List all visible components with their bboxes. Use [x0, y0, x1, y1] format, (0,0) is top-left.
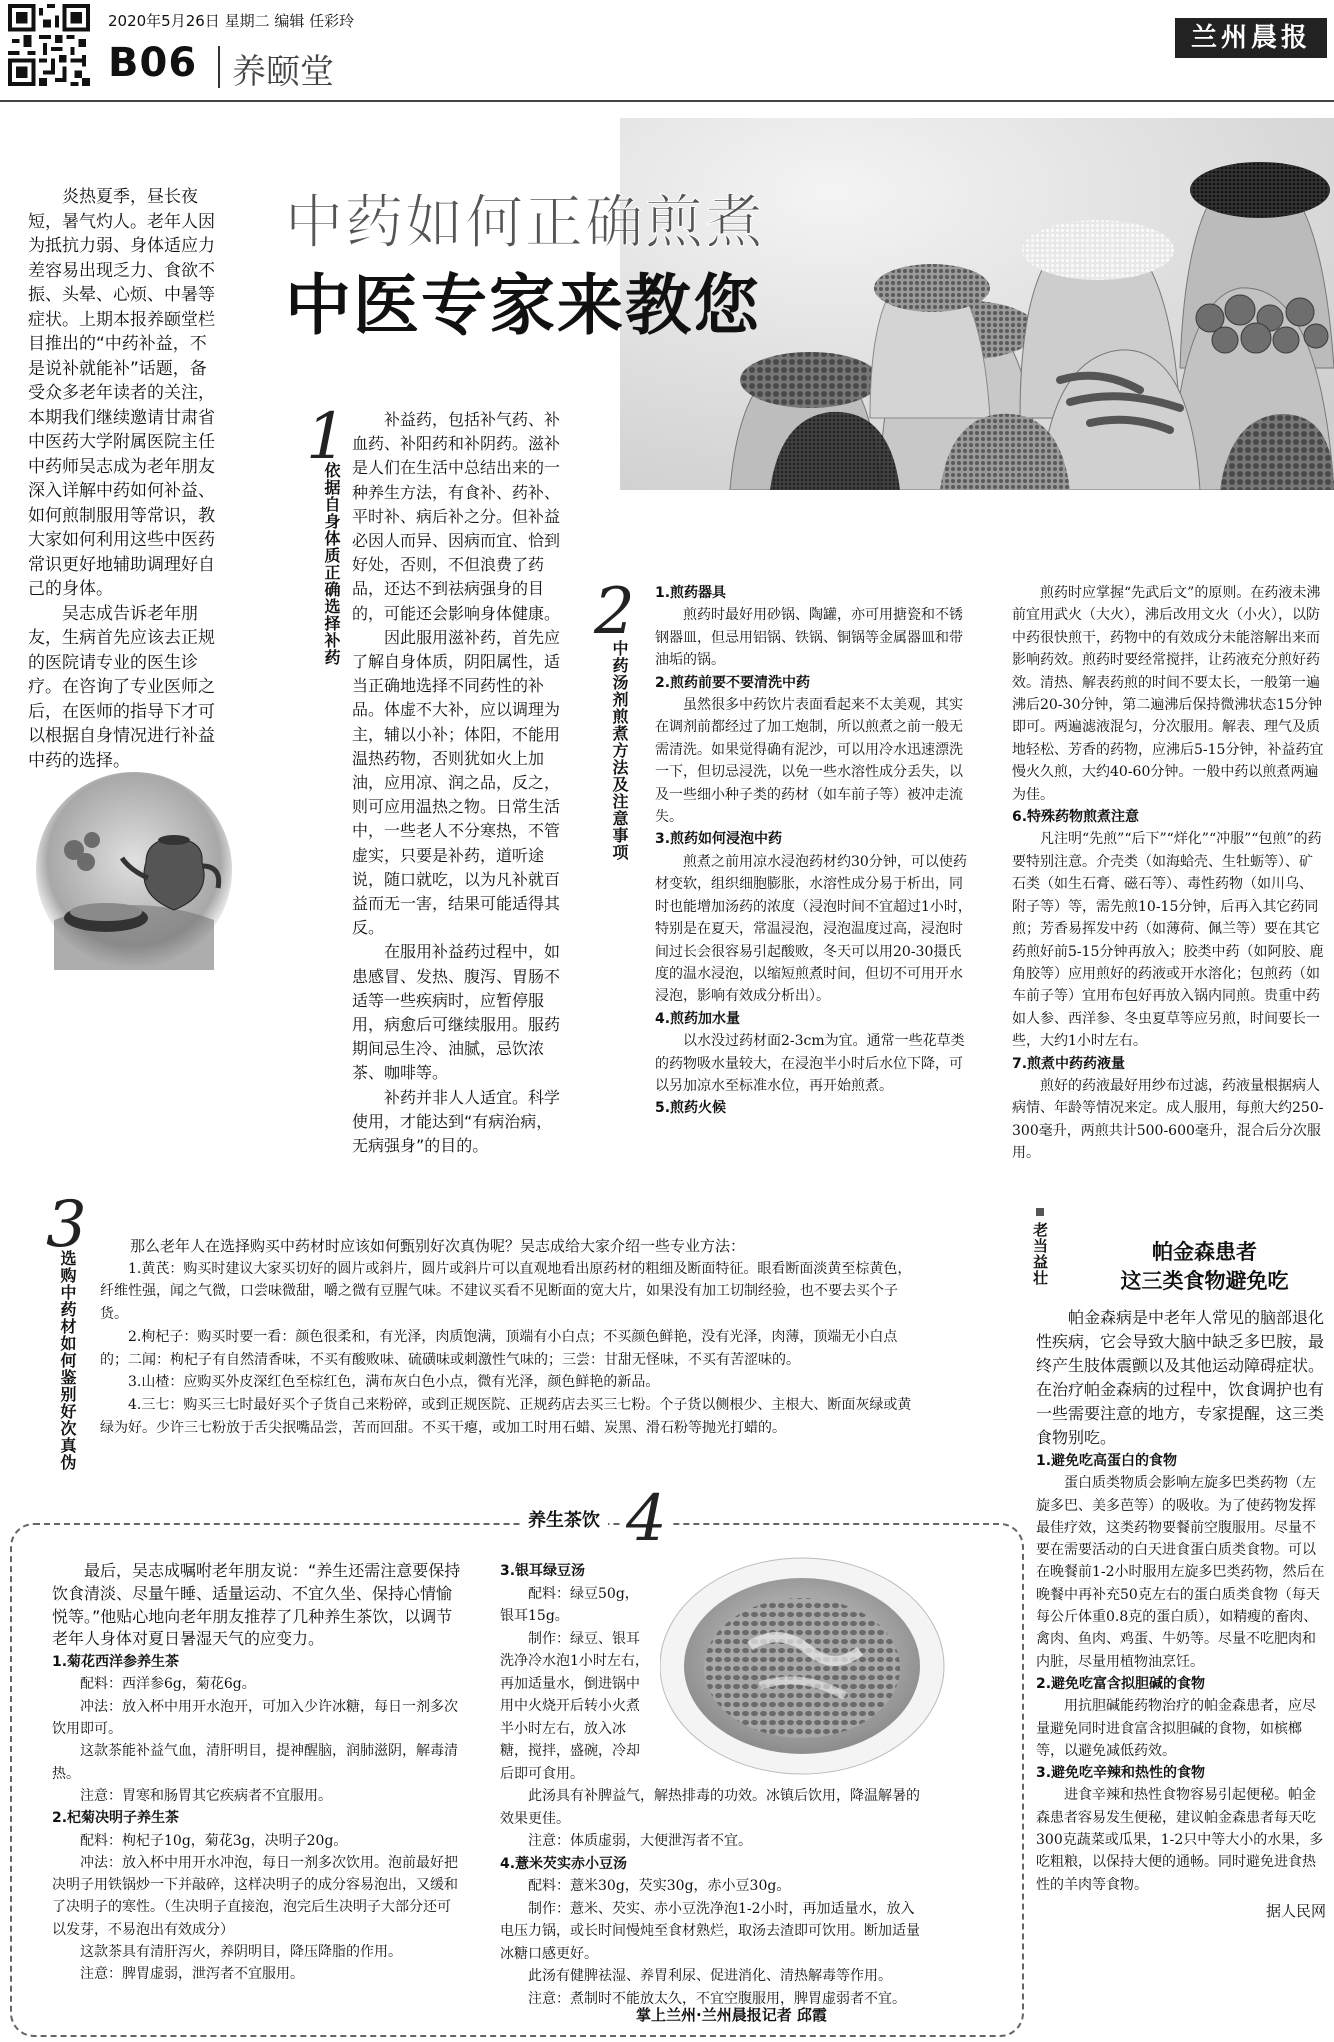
tea-recipe-title: 4.薏米芡实赤小豆汤 [500, 1855, 628, 1872]
section3-item: 3.山楂：应购买外皮深红色至棕红色，满布灰白色小点，微有光泽，颜色鲜艳的新品。 [128, 1374, 660, 1391]
tea-lead: 最后，吴志成嘱咐老年朋友说：“养生还需注意要保持饮食清淡、尽量午睡、适量运动、不宜久坐、保持心情愉悦等。”他贴心地向老年朋友推荐了几种养生茶饮，以调节老年人身体对夏日暑湿天气的应变力。 [52, 1561, 461, 1649]
section3-item: 1.黄芪：购买时建议大家买切好的圆片或斜片，圆片或斜片可以直观地看出原药材的粗细及断面特征。眼看断面淡黄至棕黄色，纤维性强，闻之气微，口尝味微甜，嚼之微有豆腥气味。不建议买看不见断面的宽大片，如果没有加工切制经验，也不要去买个子货。 [100, 1260, 912, 1323]
tea-column1 [52, 1560, 464, 1986]
sidebar-item-title: 1.避免吃高蛋白的食物 [1036, 1453, 1178, 1469]
header-rule [0, 100, 1334, 102]
section1-number: 1 [306, 400, 347, 474]
section1-paragraph: 补药并非人人适宜。科学使用，才能达到“有病治病，无病强身”的目的。 [352, 1087, 561, 1156]
page-number: B06 [108, 40, 198, 86]
section1-paragraph: 因此服用滋补药，首先应了解自身体质，阴阳属性，适当正确地选择不同药性的补品。体虚不大补，应以调理为主，辅以小补；体阳，不能用温热药物，否则犹如火上加油，应用凉、润之品，反之，则可应用温热之物。日常生活中，一些老人不分寒热，不管虚实，只要是补药，道听途说，随口就吃，以为凡补就百益而无一害，结果可能适得其反。 [352, 627, 561, 938]
section3-item: 4.三七：购买三七时最好买个子货自己来粉碎，或到正规医院、正规药店去买三七粉。个子货以侧根少、主根大、断面灰绿或黄绿为好。少许三七粉放于舌尖抿嘴品尝，苦而回甜。不买干瘪，或加工时用石蜡、炭黑、滑石粉等抛光打蜡的。 [100, 1396, 912, 1436]
section3-item: 2.枸杞子：购买时要一看：颜色很柔和，有光泽，肉质饱满，顶端有小白点；不买颜色鲜艳，没有光泽，肉薄，顶端无小白点的；二闻：枸杞子有自然清香味，不买有酸败味、硫磺味或刺激性气味的；三尝：甘甜无怪味，不买有苦涩味的。 [100, 1328, 898, 1368]
header-divider [218, 46, 220, 88]
sidebar-title-line2: 这三类食物避免吃 [1120, 1269, 1289, 1293]
section2-item-title: 2.煎药前要不要清洗中药 [655, 674, 811, 691]
sidebar-item-text: 蛋白质类物质会影响左旋多巴类药物（左旋多巴、美多芭等）的吸收。为了使药物发挥最佳疗效，这类药物要餐前空腹服用。尽量不要在需要活动的白天进食蛋白质类食物。可以在晚餐前1-2小时服用左旋多巴类药物，然后在晚餐中再补充50克左右的蛋白质类食物（每天每公斤体重0.8克的蛋白质），如精瘦的畜肉、禽肉、鱼肉、鸡蛋、牛奶等。尽量不吃肥肉和内脏，尽量用植物油烹饪。 [1036, 1475, 1325, 1670]
section1-heading: 依据自身体质正确选择补药 [322, 462, 341, 666]
section2-item-title: 5.煎药火候 [655, 1100, 727, 1117]
tea-recipe-line: 冲法：放入杯中用开水泡开，可加入少许冰糖，每日一剂多次饮用即可。 [52, 1698, 458, 1738]
tea-recipe-line: 注意：煮制时不能放太久，不宜空腹服用，脾胃虚弱者不宜。 [528, 1990, 906, 2007]
tea-recipe-line: 这款茶能补益气血，清肝明目，提神醒脑，润肺滋阴，解毒清热。 [52, 1743, 458, 1782]
section2-item-title: 4.煎药加水量 [655, 1010, 741, 1027]
tea-section-label: 养生茶饮 [520, 1506, 608, 1532]
tea-recipe-wrap [500, 1583, 650, 1786]
qr-code-icon [8, 4, 90, 86]
sidebar-source: 据人民网 [1265, 1901, 1326, 1920]
section2-item-title: 1.煎药器具 [655, 585, 727, 601]
section2-item-text: 煎药时最好用砂锅、陶罐，亦可用搪瓷和不锈钢器皿，但忌用铝锅、铁锅、铜锅等金属器皿和带油垢的锅。 [655, 607, 963, 669]
section2-item-title: 7.煎煮中药药液量 [1012, 1055, 1126, 1072]
section1-paragraph: 在服用补益药过程中，如患感冒、发热、腹泻、胃肠不适等一些疾病时，应暂停服用，病愈后可继续服用。服药期间忌生冷、油腻，忌饮浓茶、咖啡等。 [352, 942, 561, 1083]
intro-paragraph: 吴志成告诉老年朋友，生病首先应该去正规的医院请专业的医生诊疗。在咨询了专业医师之后，在医师的指导下才可以根据自身情况进行补益中药的选择。 [28, 603, 215, 771]
tea-recipe-title: 1.菊花西洋参养生茶 [52, 1654, 180, 1671]
section3-body [100, 1235, 918, 1439]
sidebar-title-line1: 帕金森患者 [1152, 1240, 1257, 1264]
sidebar-item-title: 3.避免吃辛辣和热性的食物 [1036, 1765, 1206, 1782]
section2-item-text: 虽然很多中药饮片表面看起来不太美观，其实在调剂前都经过了加工炮制，所以煎煮之前一般无需清洗。如果觉得确有泥沙，可以用冷水迅速漂洗一下，但切忌浸洗，以免一些水溶性成分丢失，以及一些细小种子类的药材（如车前子等）被冲走流失。 [655, 697, 963, 826]
intro-paragraph: 炎热夏季，昼长夜短，暑气灼人。老年人因为抵抗力弱、身体适应力差容易出现乏力、食欲不振、头晕、心烦、中暑等症状。上期本报养颐堂栏目推出的“中药补益，不是说补就能补”话题，备受众多老年读者的关注，本期我们继续邀请甘肃省中医药大学附属医院主任中药师吴志成为老年朋友深入详解中药如何补益、如何煎制服用等常识，教大家如何利用这些中医药常识更好地辅助调理好自己的身体。 [28, 187, 215, 599]
sidebar-intro: 帕金森病是中老年人常见的脑部退化性疾病，它会导致大脑中缺乏多巴胺，最终产生肢体震颤以及其他运动障碍症状。在治疗帕金森病的过程中，饮食调护也有一些需要注意的地方，专家提醒，这三类食物别吃。 [1036, 1308, 1325, 1447]
sidebar-title [1082, 1238, 1327, 1296]
sidebar-body [1036, 1306, 1326, 1922]
tea-recipe-line: 这款茶具有清肝泻火，养阴明目，降压降脂的作用。 [80, 1944, 402, 1961]
headline-line1: 中药如何正确煎煮 [285, 188, 766, 256]
section2-item-text: 煎好的药液最好用纱布过滤，药液量根据病人病情、年龄等情况来定。成人服用，每煎大约250-300毫升，两煎共计500-600毫升，混合后分次服用。 [1012, 1077, 1324, 1162]
sidebar-marker [1036, 1208, 1044, 1216]
tea-recipe-line: 注意：脾胃虚弱，泄泻者不宜服用。 [80, 1966, 304, 1983]
tea-recipe-line: 配料：薏米30g，芡实30g，赤小豆30g。 [528, 1878, 791, 1894]
date-line: 2020年5月26日 星期二 编辑 任彩玲 [108, 12, 355, 30]
sidebar-column-name: 老当益壮 [1031, 1222, 1049, 1286]
section2-heading: 中药汤剂煎煮方法及注意事项 [610, 640, 629, 861]
section-name: 养颐堂 [232, 52, 334, 92]
tea-recipe-line: 注意：胃寒和肠胃其它疾病者不宜服用。 [80, 1787, 332, 1804]
tea-recipe-line: 配料：西洋参6g，菊花6g。 [80, 1676, 256, 1693]
section2-column1 [655, 582, 975, 1120]
section4-number: 4 [620, 1482, 673, 1556]
section1-paragraph: 补益药，包括补气药、补血药、补阳药和补阴药。滋补是人们在生活中总结出来的一种养生方法，有食补、药补、平时补、病后补之分。但补益必因人而异、因病而宜、恰到好处，否则，不但浪费了药品，还达不到祛病强身的目的，可能还会影响身体健康。 [352, 410, 561, 623]
sidebar-item-text: 进食辛辣和热性食物容易引起便秘。帕金森患者容易发生便秘，建议帕金森患者每天吃300克蔬菜或瓜果，1-2只中等大小的水果，多吃粗粮，以保持大便的通畅。同时避免进食热性的羊肉等食物。 [1036, 1787, 1324, 1893]
tea-recipe-line: 注意：体质虚弱，大便泄泻者不宜。 [528, 1833, 752, 1849]
tea-recipe-line: 此汤具有补脾益气，解热排毒的功效。冰镇后饮用，降温解暑的效果更佳。 [500, 1788, 920, 1827]
tea-recipe-line: 制作：薏米、芡实、赤小豆洗净泡1-2小时，再加适量水，放入电压力锅，或长时间慢炖至食材熟烂，取汤去渣即可饮用。断加适量冰糖口感更好。 [500, 1900, 920, 1962]
section2-item-text: 煎药时应掌握“先武后文”的原则。在药液未沸前宜用武火（大火），沸后改用文火（小火），以防中药很快煎干，药物中的有效成分未能溶解出来而影响药效。煎药时要经常搅拌，让药液充分煎好药效。清热、解表药煎的时间不要太长，一般第一遍沸后20-30分钟，第二遍沸后保持微沸状态15分钟即可。两遍滤液混匀，分次服用。解表、理气及质地轻松、芳香的药物，应沸后5-15分钟，补益药宜慢火久煎，大约40-60分钟。一般中药以煎煮两遍为佳。 [1012, 585, 1324, 803]
teapot-illustration [34, 770, 234, 970]
newspaper-logo: 兰州晨报 [1175, 18, 1327, 58]
section3-lead: 那么老年人在选择购买中药材时应该如何甄别好次真伪呢？吴志成给大家介绍一些专业方法： [130, 1237, 746, 1255]
section1-body [352, 408, 564, 1158]
headline-line2: 中医专家来教您 [285, 267, 761, 344]
section2-item-text: 凡注明“先煎”“后下”“烊化”“冲服”“包煎”的药要特别注意。介壳类（如海蛤壳、生牡蛎等）、矿石类（如生石膏、磁石等）、毒性药物（如川乌、附子等）等，需先煎10-15分钟，后再入其它药同煎；芳香易挥发中药（如薄荷、佩兰等）要在其它药煎好前5-15分钟再放入；胶类中药（如阿胶、鹿角胶等）应用煎好的药液或开水溶化；包煎药（如车前子等）宜用布包好再放入锅内同煎。贵重中药如人参、西洋参、冬虫夏草等应另煎，时间要长一些，大约1小时左右。 [1012, 831, 1324, 1050]
tea-column2 [500, 1560, 920, 2010]
section3-heading: 选购中药材如何鉴别好次真伪 [58, 1250, 77, 1471]
section2-item-title: 6.特殊药物煎煮注意 [1012, 809, 1140, 826]
section2-column2 [1012, 582, 1326, 1165]
tea-recipe-line: 配料：枸杞子10g，菊花3g，决明子20g。 [80, 1832, 348, 1849]
tea-recipe-line: 冲法：放入杯中用开水冲泡，每日一剂多次饮用。泡前最好把决明子用铁锅炒一下并敲碎，这样决明子的成分容易泡出，又缓和了决明子的寒性。（生决明子直接泡，泡完后生决明子大部分还可以发芽，不易泡出有效成分） [52, 1854, 458, 1938]
section2-item-title: 3.煎药如何浸泡中药 [655, 831, 783, 848]
sidebar-item-text: 用抗胆碱能药物治疗的帕金森患者，应尽量避免同时进食富含拟胆碱的食物，如槟榔等，以避免减低药效。 [1036, 1698, 1316, 1759]
sidebar-item-title: 2.避免吃富含拟胆碱的食物 [1036, 1675, 1206, 1692]
tea-recipe-line: 制作：绿豆、银耳洗净冷水泡1小时左右，再加适量水，倒进锅中用中火烧开后转小火煮半小时左右，放入冰糖，搅拌，盛碗，冷却后即可食用。 [500, 1630, 649, 1782]
section3-number: 3 [46, 1188, 87, 1262]
section2-item-text: 以水没过药材面2-3cm为宜。通常一些花草类的药物吸水量较大，在浸泡半小时后水位下降，可以另加凉水至标准水位，再开始煎煮。 [655, 1033, 965, 1094]
reporter-credit: 掌上兰州·兰州晨报记者 邱霞 [636, 2006, 827, 2024]
tea-recipe-title: 3.银耳绿豆汤 [500, 1563, 586, 1579]
section2-item-text: 煎煮之前用凉水浸泡药材约30分钟，可以使药材变软，组织细胞膨胀，水溶性成分易于析出，同时也能增加汤药的浓度（浸泡时间不宜超过1小时，特别是在夏天，常温浸泡，浸泡温度过高，浸泡时间过长会很容易引起酸败，冬天可以用20-30摄氏度的温水浸泡，以缩短煎煮时间，但切不可用开水浸泡，影响有效成分析出）。 [655, 853, 972, 1005]
section2-number: 2 [594, 575, 635, 649]
intro-text [28, 185, 220, 773]
tea-recipe-line: 此汤有健脾祛湿、养胃利尿、促进消化、清热解毒等作用。 [528, 1968, 892, 1984]
tea-recipe-title: 2.杞菊决明子养生茶 [52, 1810, 180, 1827]
tea-recipe-line: 配料：绿豆50g，银耳15g。 [500, 1585, 639, 1624]
